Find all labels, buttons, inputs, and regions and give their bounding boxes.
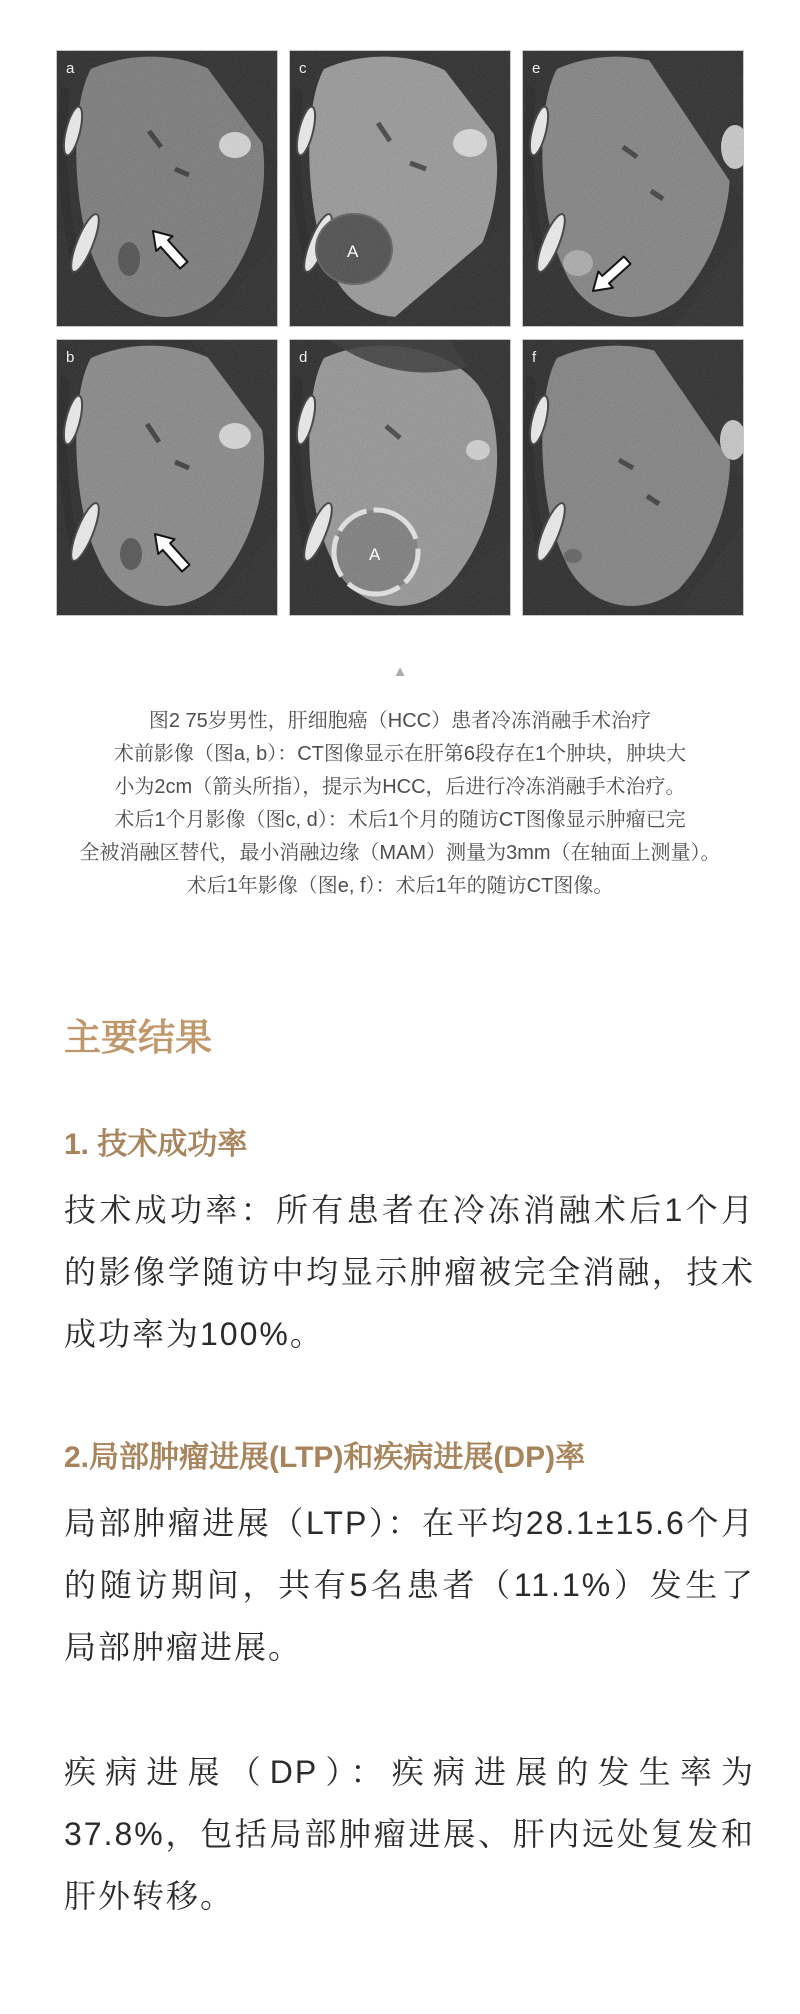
caption-line: 术前影像（图a, b）：CT图像显示在肝第6段存在1个肿块，肿块大 — [113, 743, 687, 765]
up-triangle-icon: ▲ — [392, 663, 408, 680]
panel-label: e — [532, 60, 541, 77]
panel-label: d — [299, 349, 308, 366]
figure-caption — [0, 705, 800, 903]
panel-label: b — [66, 349, 75, 366]
panel-label: c — [299, 60, 307, 77]
ct-scan-c-image — [290, 51, 510, 327]
section-heading-technical-success: 1. 技术成功率 — [64, 1128, 248, 1161]
panel-label: f — [532, 349, 537, 366]
ablation-zone-label: A — [369, 545, 381, 564]
ct-panel-e — [522, 50, 744, 327]
caption-line: 全被消融区替代，最小消融边缘（MAM）测量为3mm（在轴面上测量）。 — [79, 842, 721, 864]
section-heading-ltp-dp: 2.局部肿瘤进展(LTP)和疾病进展(DP)率 — [64, 1441, 586, 1474]
paragraph-technical-success: 技术成功率：所有患者在冷冻消融术后1个月的影像学随访中均显示肿瘤被完全消融，技术成功率为100%。 — [64, 1192, 755, 1352]
article-page — [0, 50, 800, 2014]
ct-panel-f — [522, 339, 744, 616]
main-results-heading: 主要结果 — [64, 1018, 212, 1059]
ct-panel-a — [56, 50, 278, 327]
ct-figure-grid — [56, 50, 744, 616]
paragraph-ltp: 局部肿瘤进展（LTP）：在平均28.1±15.6个月的随访期间，共有5名患者（11.1%）发生了局部肿瘤进展。 — [64, 1505, 755, 1665]
ct-scan-b-image — [57, 340, 277, 616]
caption-line: 术后1个月影像（图c, d）：术后1个月的随访CT图像显示肿瘤已完 — [114, 809, 686, 831]
ct-scan-e-image — [523, 51, 743, 327]
ct-scan-f-image — [523, 340, 743, 616]
ct-panel-d — [289, 339, 511, 616]
caption-line: 术后1年影像（图e, f）：术后1年的随访CT图像。 — [186, 875, 614, 897]
paragraph-dp: 疾病进展（DP）：疾病进展的发生率为37.8%，包括局部肿瘤进展、肝内远处复发和肝外转移。 — [64, 1754, 755, 1914]
ct-scan-a-image — [57, 51, 277, 327]
ct-scan-d-image — [290, 340, 510, 616]
panel-label: a — [66, 60, 75, 77]
ablation-zone-label: A — [347, 242, 359, 261]
ct-panel-c — [289, 50, 511, 327]
caption-line: 小为2cm（箭头所指），提示为HCC，后进行冷冻消融手术治疗。 — [114, 776, 686, 798]
caption-line: 图2 75岁男性，肝细胞癌（HCC）患者冷冻消融手术治疗 — [148, 710, 652, 732]
ct-panel-b — [56, 339, 278, 616]
